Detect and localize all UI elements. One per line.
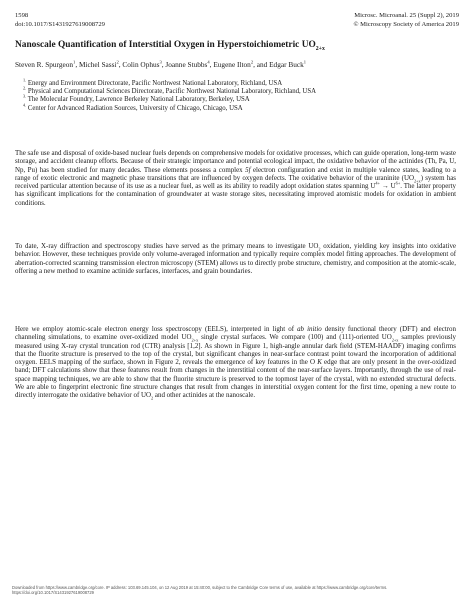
- body-paragraph-3: Here we employ atomic-scale electron energy loss spectroscopy (EELS), interpreted in light of ab initio density functional theory (DFT) and electron channeling simulations, to examine over-oxidized model $UO_{2+x}$ single crystal surfaces. We compare (100) and (111)-oriented $UO_{2+x}$ samples previously measured using X-ray crystal truncation rod (CTR) analysis [1,2]. As shown in Figure 1, high-angle annular dark field (STEM-HAADF) imaging confirms that the fluorite structure is preserved to the top of the crystal, but significant changes in near-surface contrast point toward the incorporation of additional oxygen. EELS mapping of the surface, shown in Figure 2, reveals the emergence of key features in the O K edge that are only present in the over-oxidized band; DFT calculations show that these features result from changes in the interstitial content of the near-surface layers. Importantly, through the use of real-space mapping techniques, we are able to show that the fluorite structure is preserved to the topmost layer of the crystal, with no extended structural defects. We are able to fingerprint electronic fine structure changes that result from changes in interstitial oxygen content for the first time, opening a new route to directly interrogate the oxidative behavior of $UO_2$ and other actinides at the nanoscale.: [15, 325, 457, 401]
- body-paragraph-1: The safe use and disposal of oxide-based nuclear fuels depends on comprehensive models for oxidative processes, which can guide operation, long-term waste storage, and accident cleanup efforts. Because of their strategic importance and potential ecological impact, the oxidative behavior of the actinides (Th, Pa, U, Np, Pu) has been studied for many decades. These elements possess a complex 5f electron configuration and exist in multiple valence states, leading to a range of exotic electronic and magnetic phase transitions that are influenced by oxygen defects. The oxidative behavior of the uraninite $(UO_{2+x})$ system has received particular attention because of its use as a nuclear fuel, as well as its ability to readily adopt oxidation states spanning $U^{4+} \to U^{6+}$. The latter property has significant implications for the contamination of groundwater at waste storage sites, necessitating improved atomistic models for oxidation in ambient conditions.: [15, 149, 457, 207]
- author: Edgar Buck: [269, 60, 304, 69]
- paper-title: Nanoscale Quantification of Interstitial Oxygen in Hyperstoichiometric $UO_{2+x}$: [15, 40, 325, 52]
- author-list: Steven R. Spurgeon$^1$, Michel Sassi$^2$, Colin Ophus$^3$, Joanne Stubbs$^4$, Eugene Ilton$^2$, and Edgar Buck$^1$: [15, 59, 307, 69]
- author: Michel Sassi: [78, 60, 117, 69]
- header-right: [353, 12, 459, 29]
- footer-download-notice[interactable]: Downloaded from https://www.cambridge.org/core. IP address: 103.69.145.104, on 12 Aug 2019 at 15:40:00, subject to the Cambridge Core terms of use, available at https://www.cambridge.org/core/terms.: [12, 585, 388, 590]
- author: Steven R. Spurgeon: [15, 60, 74, 69]
- affiliation-list: [15, 77, 456, 113]
- author: Joanne Stubbs: [165, 60, 208, 69]
- body-paragraph-2: To date, X-ray diffraction and spectroscopy studies have served as the primary means to investigate $UO_2$ oxidation, yielding key insights into oxidative behavior. However, these techniques provide only volume-averaged information and typically require complex model fitting approaches. The development of aberration-corrected scanning transmission electron microscopy (STEM) allows us to directly probe structure, chemistry, and composition at the atomic-scale, offering a new method to examine actinide surfaces, interfaces, and grain boundaries.: [15, 242, 456, 275]
- affiliation: $^{3.}$ The Molecular Foundry, Lawrence Berkeley National Laboratory, Berkeley, USA: [23, 94, 250, 104]
- journal-citation: Microsc. Microanal. 25 (Suppl 2), 2019: [354, 12, 459, 19]
- header-left: [15, 12, 105, 29]
- download-footer: [12, 585, 464, 596]
- author: Eugene Ilton: [213, 60, 251, 69]
- footer-doi-link[interactable]: https://doi.org/10.1017/S1431927619008729: [12, 590, 94, 596]
- author: Colin Ophus: [122, 60, 160, 69]
- affiliation: $^{4.}$ Center for Advanced Radiation Sources, University of Chicago, Chicago, USA: [23, 102, 243, 112]
- copyright-notice: © Microscopy Society of America 2019: [353, 20, 459, 28]
- page-number: 1598: [15, 12, 29, 19]
- doi: doi:10.1017/S1431927619008729: [15, 20, 105, 28]
- affiliation: $^{2.}$ Physical and Computational Sciences Directorate, Pacific Northwest National Laboratory, Richland, USA: [23, 85, 317, 96]
- affiliation: $^{1.}$ Energy and Environment Directorate, Pacific Northwest National Laboratory, Richland, USA: [23, 77, 283, 87]
